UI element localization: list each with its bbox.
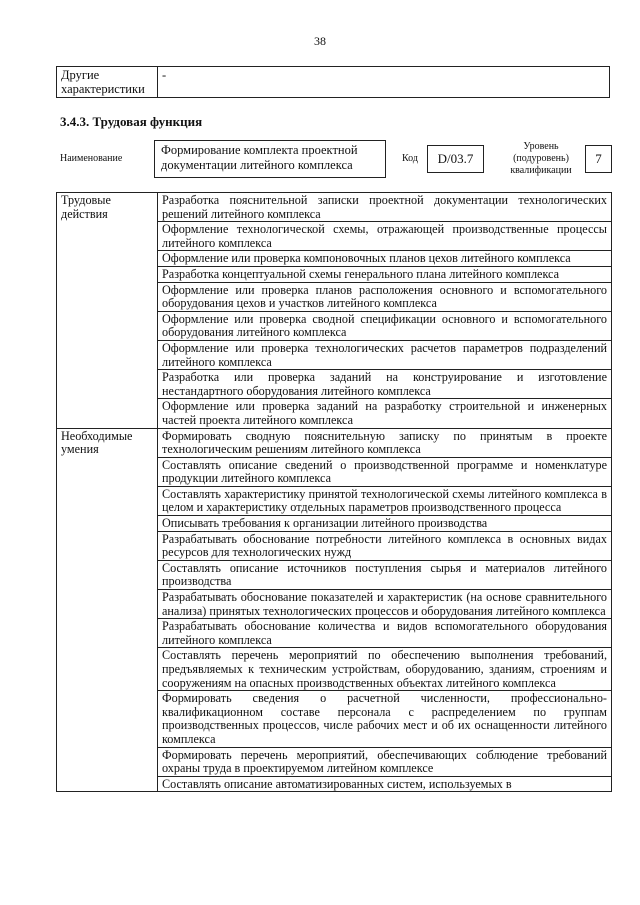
- labor-actions-item: Оформление или проверка компоновочных планов цехов литейного комплекса: [158, 251, 612, 267]
- function-name-box: Формирование комплекта проектной документации литейного комплекса: [154, 140, 386, 178]
- code-label: Код: [402, 153, 418, 164]
- table-row: [57, 67, 610, 98]
- section-title: 3.4.3. Трудовая функция: [60, 114, 203, 129]
- skills-item: Описывать требования к организации литейного производства: [158, 516, 612, 532]
- labor-actions-item: Разработка или проверка заданий на конструирование и изготовление нестандартного оборудования литейного комплекса: [158, 370, 612, 399]
- name-label: Наименование: [60, 153, 123, 164]
- skills-item: Составлять перечень мероприятий по обеспечению выполнения требований, предъявляемых к техническим устройствам, оборудованию, зданиям, строениям и сооружениям на опасных производственных объектах литейного комплекса: [158, 648, 612, 691]
- other-characteristics-label: Другие характеристики: [57, 67, 158, 98]
- labor-actions-item: Оформление или проверка сводной спецификации основного и вспомогательного оборудования литейного комплекса: [158, 311, 612, 340]
- skills-label: Необходимые умения: [57, 428, 158, 792]
- skills-item: Формировать сведения о расчетной численности, профессионально-квалификационном составе персонала с распределением по группам производственных процессов, числе рабочих мест и об их оснащенности литейного комплекса: [158, 691, 612, 747]
- labor-actions-item: Оформление технологической схемы, отражающей производственные процессы литейного комплекса: [158, 222, 612, 251]
- skills-item: Разрабатывать обоснование потребности литейного комплекса в основных видах ресурсов для технологических нужд: [158, 531, 612, 560]
- skills-item: Разрабатывать обоснование показателей и характеристик (на основе сравнительного анализа) принятых технологических процессов и оборудования литейного комплекса: [158, 590, 612, 619]
- table-row: [57, 428, 612, 457]
- table-row: [57, 193, 612, 222]
- other-characteristics-value: -: [158, 67, 610, 98]
- skills-item: Составлять характеристику принятой технологической схемы литейного комплекса в целом и характеристику отдельных параметров производственного процесса: [158, 486, 612, 515]
- labor-actions-item: Оформление или проверка заданий на разработку строительной и инженерных частей проекта литейного комплекса: [158, 399, 612, 428]
- qualification-level-box: 7: [585, 145, 612, 173]
- labor-actions-item: Разработка пояснительной записки проектной документации технологических решений литейного комплекса: [158, 193, 612, 222]
- skills-item: Формировать перечень мероприятий, обеспечивающих соблюдение требований охраны труда в проектируемом литейном комплексе: [158, 747, 612, 776]
- skills-item: Разрабатывать обоснование количества и видов вспомогательного оборудования литейного комплекса: [158, 619, 612, 648]
- labor-actions-label: Трудовые действия: [57, 193, 158, 429]
- skills-item: Составлять описание источников поступления сырья и материалов литейного производства: [158, 560, 612, 589]
- other-characteristics-table: [56, 66, 610, 98]
- page-number: 38: [314, 34, 326, 48]
- qualification-level-label: Уровень (подуровень) квалификации: [510, 141, 572, 176]
- skills-item: Составлять описание автоматизированных систем, используемых в: [158, 776, 612, 792]
- labor-actions-item: Оформление или проверка технологических расчетов параметров подразделений литейного комплекса: [158, 340, 612, 369]
- skills-item: Составлять описание сведений о производственной программе и номенклатуре продукции литейного комплекса: [158, 457, 612, 486]
- labor-actions-item: Разработка концептуальной схемы генерального плана литейного комплекса: [158, 266, 612, 282]
- labor-actions-item: Оформление или проверка планов расположения основного и вспомогательного оборудования цехов и участков литейного комплекса: [158, 282, 612, 311]
- labor-function-table: [56, 192, 612, 792]
- function-code-box: D/03.7: [427, 145, 484, 173]
- skills-item: Формировать сводную пояснительную записку по принятым в проекте технологическим решениям литейного комплекса: [158, 428, 612, 457]
